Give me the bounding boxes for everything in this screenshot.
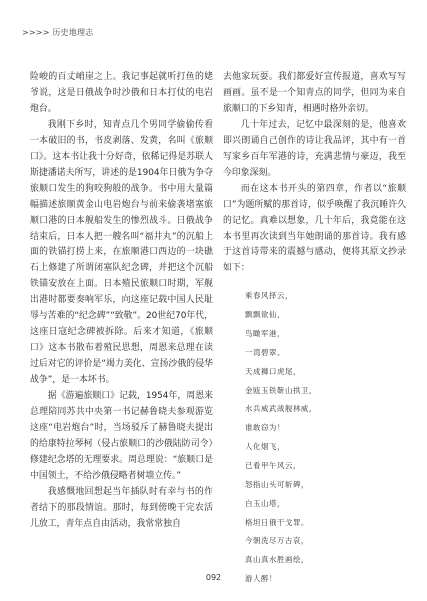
poem-line: 谁敢窃为！ xyxy=(245,423,285,433)
poem-line: 乘春风择云， xyxy=(245,291,293,301)
poem-line: 真山真水胜画绘， xyxy=(245,555,309,565)
poem-line: 金瓯玉铁靳山拱卫， xyxy=(245,385,317,395)
paragraph: 险峻的百丈峭崖之上。我记事起就听打鱼的姥爷说，这是日俄战争时沙俄和日本打仗的电岩炮台。 xyxy=(30,72,213,114)
left-column xyxy=(30,70,213,533)
page-number: 092 xyxy=(205,573,222,582)
paragraph: 我刚下乡时，知青点几个男同学偷偷传看一本破旧的书，书皮剥落、发黄，名叫《旅顺口》。这本书让我十分好奇，依稀记得是苏联人斯捷潘诺夫所写，讲述的是1904年日俄为争夺旅顺口发生的狗咬狗般的战争。书中用大量篇幅描述旅顺黄金山电岩炮台与前来偷袭堵塞旅顺口港的日本舰船发生的惨烈战斗。日俄战争结束后，日本人把一艘名叫“福井丸”的沉船上面的铁锚打捞上来，在旅顺港口西边的一块礁石上修建了所谓闭塞队纪念碑，并把这个沉船铁锚安放在上面。日本殖民旅顺口时期，军舰出港时都要奏响军乐，向这座记载中国人民耻辱与苦难的“纪念碑”“致敬”。20世纪70年代，这座日寇纪念碑被拆除。后来才知道，《旅顺口》这本书散布着殖民思想，周恩来总理在读过后对它的评价是“竭力美化、宣扬沙俄的侵华战争”，是一本坏书。 xyxy=(30,119,213,386)
poem-line: 飘飘欲仙， xyxy=(245,310,285,320)
paragraph: 据《游遍旅顺口》记载，1954年，周恩来总理陪同苏共中央第一书记赫鲁晓夫参观游览这座“电岩炮台”时，当场驳斥了赫鲁晓夫提出的给康特拉琴柯（侵占旅顺口的沙俄陆防司令）修建纪念塔的无理要求。周总理说：“旅顺口是中国领土，不给沙俄侵略者树墙立传。” xyxy=(30,391,213,481)
poem-line: 天成狮口虎尾， xyxy=(245,366,301,376)
poem-line: 怒指山头可斩碑， xyxy=(245,479,309,489)
right-column xyxy=(223,70,406,589)
poem-line: 已看甲午风云， xyxy=(245,460,301,470)
paragraph: 我感慨地回想起当年插队时有幸与书的作者结下的那段情谊。那时，每到傍晚干完农活儿放工，青年点自由活动，我常常独自 xyxy=(30,486,213,529)
paragraph: 几十年过去，记忆中最深刻的是，他喜欢即兴朗诵自己创作的诗让我品评，其中有一首写家乡百年军港的诗，充满悲情与豪迈，我至今印象深刻。 xyxy=(223,119,406,178)
section-header: >>>> 历史地理志 xyxy=(22,28,94,37)
poem-line: 白玉山塔， xyxy=(245,498,285,508)
poem-line: 人化烟飞， xyxy=(245,442,285,452)
poem-line: 游人醉！ xyxy=(245,574,277,584)
poem xyxy=(245,287,406,589)
poem-line: 水兵威武战舰林威， xyxy=(245,404,317,414)
poem-line: 鸟瞰军港， xyxy=(245,329,285,339)
poem-line: 格坦日俄干戈罪。 xyxy=(245,517,309,527)
poem-line: 一湾碧翠。 xyxy=(245,347,285,357)
paragraph: 去他家玩耍。我们都爱好宣传报道，喜欢写写画画。虽不是一个知青点的同学，但同为来自旅顺口的下乡知青，相遇时格外亲切。 xyxy=(223,72,406,114)
paragraph: 而在这本书开头的第四章，作者以“旅顺口”为题所赋的那首诗，似乎唤醒了我沉睡许久的记忆。真难以想象，几十年后，我竟能在这本书里再次读到当年她朗诵的那首诗。我有感于这首诗带来的震撼与感动，便将其原文抄录如下： xyxy=(223,183,406,274)
poem-line: 今朝洗尽万古哀， xyxy=(245,536,309,546)
